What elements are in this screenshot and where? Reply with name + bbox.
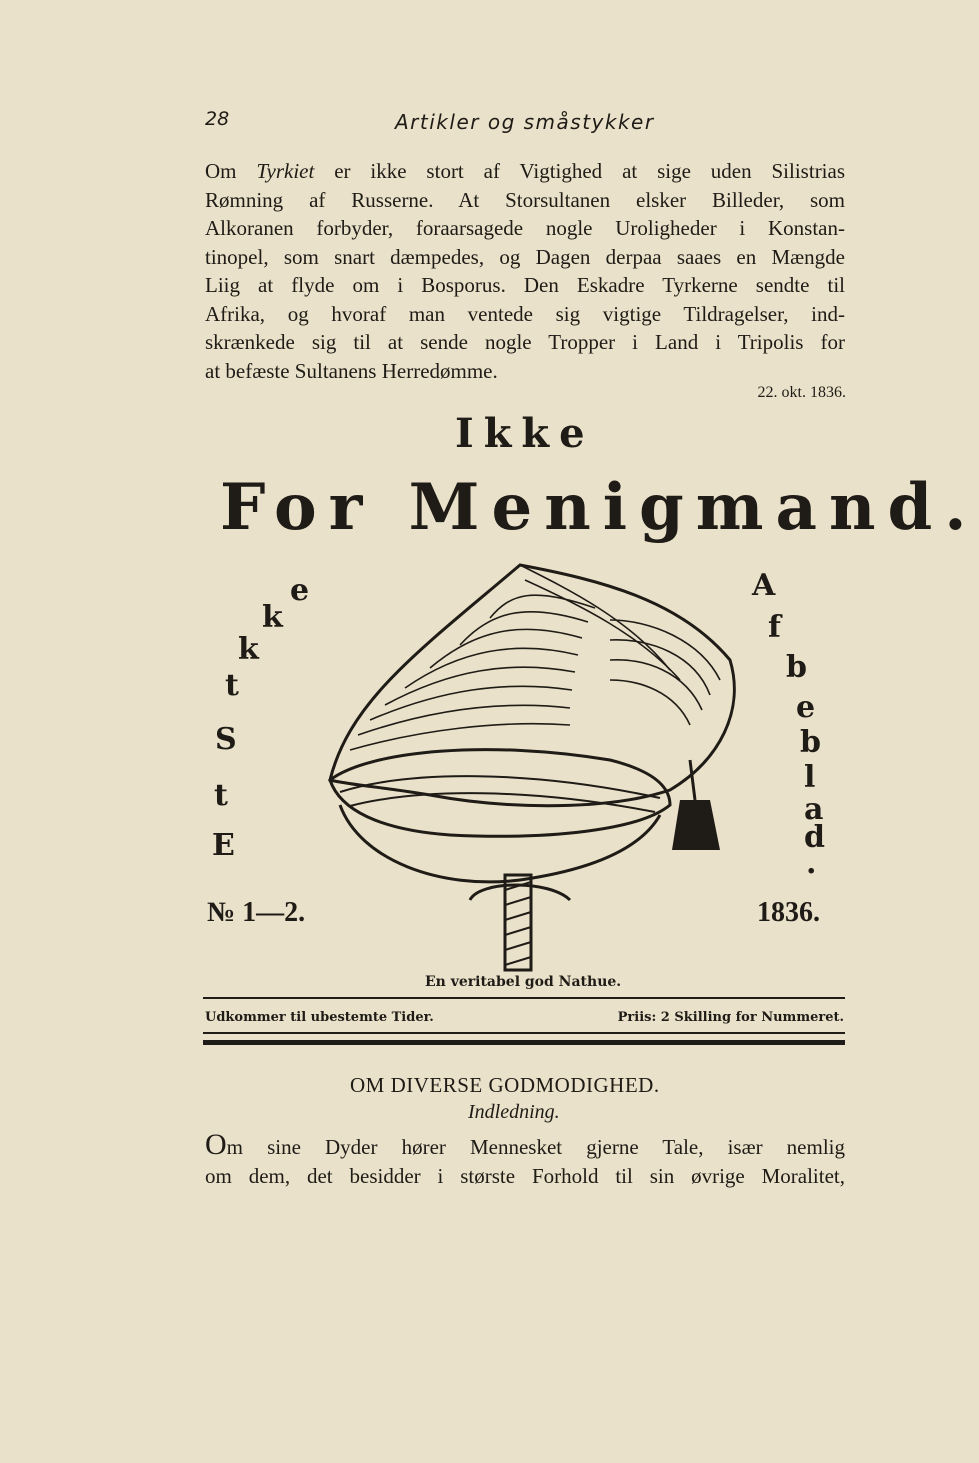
publication-note: Udkommer til ubestemte Tider. (205, 1010, 434, 1025)
text-line: Om sine Dyder hører Mennesket gjerne Tale, især nemlig (205, 1128, 845, 1161)
arc-letter: A (752, 568, 776, 603)
arc-letter: k (238, 632, 259, 667)
section-title: OM DIVERSE GODMODIGHED. (350, 1073, 660, 1097)
arc-letter: S (215, 722, 237, 757)
divider (203, 1040, 845, 1045)
article-text (205, 157, 845, 385)
running-title: Artikler og småstykker (395, 110, 655, 134)
text-line: tinopel, som snart dæmpedes, og Dagen derpaa saaes en Mængde (205, 244, 845, 269)
masthead-title-line2: For Menigmand. (220, 470, 979, 545)
price-note: Priis: 2 Skilling for Nummeret. (617, 1010, 844, 1025)
text-line: om dem, det besidder i største Forhold til sin øvrige Moralitet, (205, 1163, 845, 1188)
text-line: Afrika, og hvoraf man ventede sig vigtige Tildragelser, ind- (205, 301, 845, 326)
arc-letter: E (212, 828, 235, 863)
arc-letter: b (786, 650, 807, 685)
italic-word: Tyrkiet (256, 159, 315, 183)
text-line: Alkoranen forbyder, foraarsagede nogle Uroligheder i Konstan- (205, 216, 845, 240)
arc-letter: t (225, 668, 239, 703)
section-subtitle: Indledning. (468, 1101, 560, 1123)
divider (203, 1032, 845, 1034)
arc-letter: k (262, 600, 283, 635)
article-text (205, 1128, 845, 1190)
text-line: at befæste Sultanens Herredømme. (205, 358, 498, 383)
nightcap-illustration (310, 560, 740, 980)
drop-initial: O (205, 1128, 227, 1161)
illustration-caption: En veritabel god Nathue. (425, 974, 622, 990)
text-line: Rømning af Russerne. At Storsultanen elsker Billeder, som (205, 187, 845, 212)
arc-letter: l (804, 760, 816, 795)
issue-year: 1836. (757, 897, 820, 928)
arc-letter: a (804, 792, 824, 827)
arc-letter: t (214, 778, 228, 813)
arc-letter: e (796, 690, 816, 725)
arc-letter: e (290, 573, 310, 608)
page-number: 28 (205, 108, 230, 130)
text-line: Om Tyrkiet er ikke stort af Vigtighed at sige uden Silistrias (205, 159, 846, 183)
arc-letter: d (804, 820, 825, 855)
arc-letter: . (806, 846, 817, 881)
page-header (205, 108, 845, 138)
arc-letter: f (768, 610, 781, 645)
masthead-title-line1: Ikke (455, 410, 595, 457)
arc-letter: b (800, 725, 821, 760)
issue-number: № 1—2. (207, 897, 306, 928)
text-line: skrænkede sig til at sende nogle Tropper i Land i Tripolis for (205, 330, 845, 354)
dateline: 22. okt. 1836. (757, 384, 846, 401)
text-line: Liig at flyde om i Bosporus. Den Eskadre Tyrkerne sendte til (205, 273, 845, 297)
divider (203, 997, 845, 999)
